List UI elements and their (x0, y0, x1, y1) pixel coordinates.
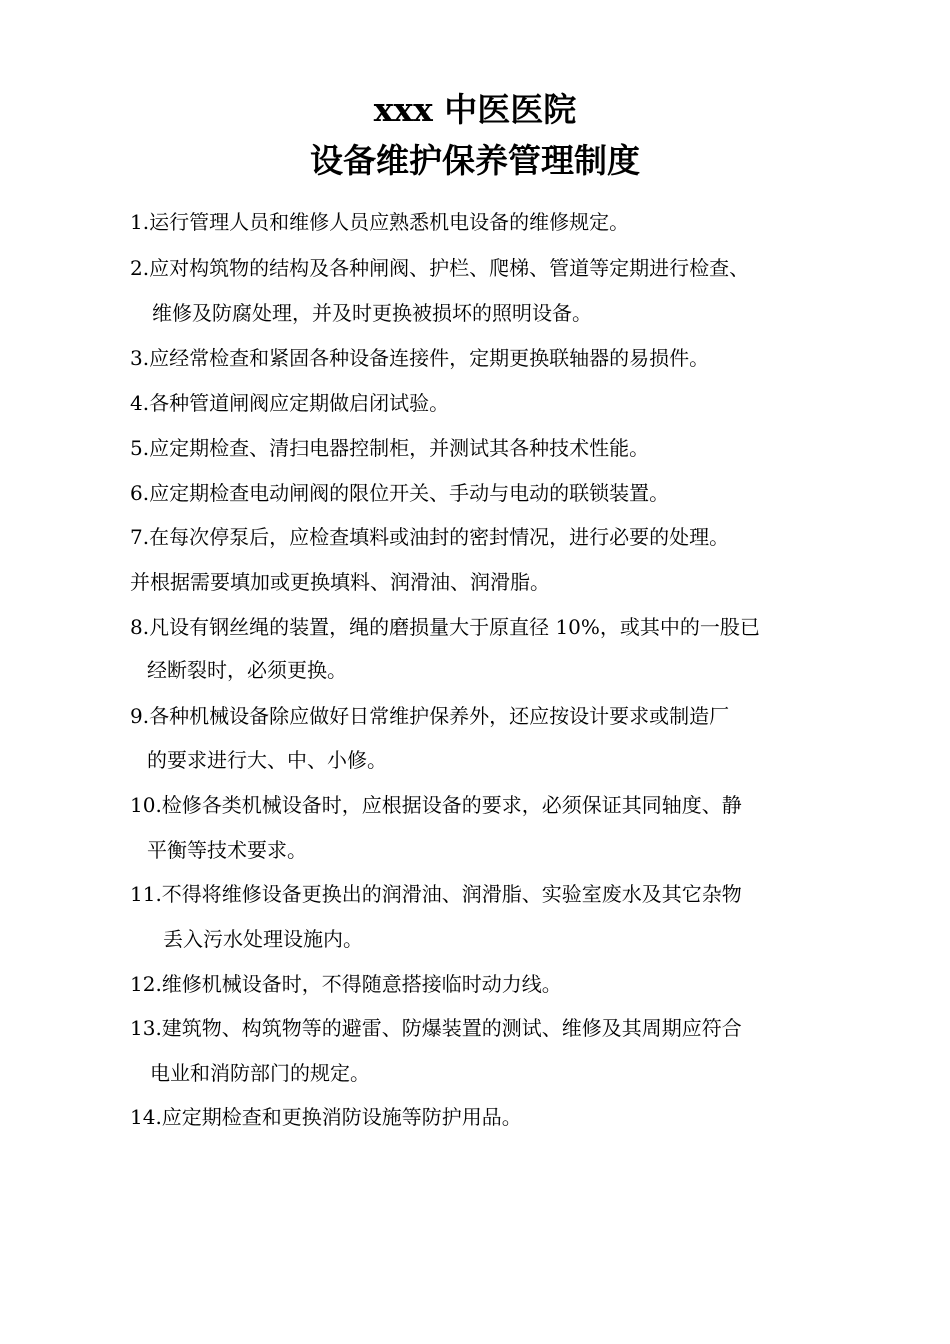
rule-line: 2.应对构筑物的结构及各种闸阀、护栏、爬梯、管道等定期进行检查、 (130, 256, 750, 280)
rule-line-continuation: 维修及防腐处理，并及时更换被损坏的照明设备。 (152, 301, 592, 325)
rule-line: 11.不得将维修设备更换出的润滑油、润滑脂、实验室废水及其它杂物 (130, 882, 742, 906)
rule-line-continuation: 丢入污水处理设施内。 (163, 927, 363, 951)
rule-line: 10.检修各类机械设备时，应根据设备的要求，必须保证其同轴度、静 (130, 793, 742, 817)
rule-line: 6.应定期检查电动闸阀的限位开关、手动与电动的联锁装置。 (130, 481, 670, 505)
document-title-hospital: xxx 中医医院 (373, 90, 577, 129)
rule-line: 3.应经常检查和紧固各种设备连接件，定期更换联轴器的易损件。 (130, 346, 710, 370)
rule-line-continuation: 的要求进行大、中、小修。 (147, 748, 387, 772)
rule-line: 1.运行管理人员和维修人员应熟悉机电设备的维修规定。 (130, 210, 630, 234)
rule-line-continuation: 电业和消防部门的规定。 (150, 1061, 370, 1085)
rule-line: 7.在每次停泵后，应检查填料或油封的密封情况，进行必要的处理。 (130, 525, 730, 549)
rule-line: 8.凡设有钢丝绳的装置，绳的磨损量大于原直径 10%，或其中的一股已 (130, 615, 760, 639)
rule-line: 5.应定期检查、清扫电器控制柜，并测试其各种技术性能。 (130, 436, 650, 460)
document-title-regulation: 设备维护保养管理制度 (310, 141, 640, 180)
rule-line-continuation: 平衡等技术要求。 (147, 838, 307, 862)
rule-line: 9.各种机械设备除应做好日常维护保养外，还应按设计要求或制造厂 (130, 704, 730, 728)
rule-line: 4.各种管道闸阀应定期做启闭试验。 (130, 391, 450, 415)
rule-line: 13.建筑物、构筑物等的避雷、防爆装置的测试、维修及其周期应符合 (130, 1016, 742, 1040)
rule-line-continuation: 经断裂时，必须更换。 (147, 658, 347, 682)
rule-line: 12.维修机械设备时，不得随意搭接临时动力线。 (130, 972, 562, 996)
rule-line: 14.应定期检查和更换消防设施等防护用品。 (130, 1105, 522, 1129)
rule-line-continuation: 并根据需要填加或更换填料、润滑油、润滑脂。 (130, 570, 550, 594)
